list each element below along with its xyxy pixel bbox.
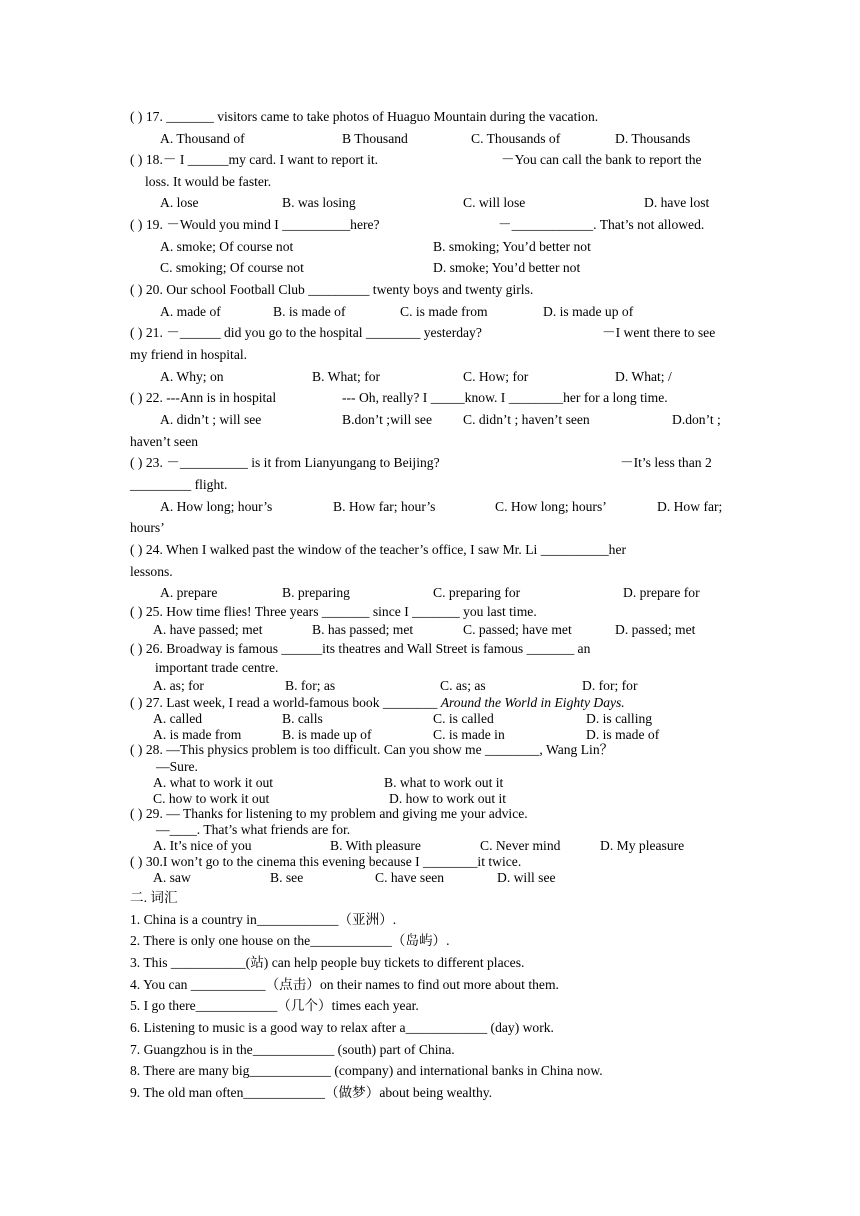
q29-option-a: A. It’s nice of you — [153, 838, 252, 853]
q18-option-d: D. have lost — [644, 195, 710, 210]
vocab-item: 8. There are many big____________ (company) and international banks in China now. — [130, 1063, 603, 1078]
q23-stem-cont: _________ flight. — [130, 477, 228, 492]
q23-stem-response: －It’s less than 2 — [620, 455, 712, 470]
q25-option-a: A. have passed; met — [153, 622, 263, 637]
q18-stem: ( ) 18.－ I ______my card. I want to report it. — [130, 152, 379, 167]
vocab-item: 9. The old man often____________（做梦）about being wealthy. — [130, 1085, 493, 1100]
q27-option-c: C. is called — [433, 711, 494, 726]
q18-stem-cont: loss. It would be faster. — [145, 174, 272, 189]
q22-stem: ( ) 22. ---Ann is in hospital — [130, 390, 277, 405]
q30-option-d: D. will see — [497, 870, 556, 885]
q19-option-a: A. smoke; Of course not — [160, 239, 294, 254]
q30-stem: ( ) 30.I won’t go to the cinema this evening because I ________it twice. — [130, 854, 522, 869]
q25-stem: ( ) 25. How time flies! Three years _______ since I _______ you last time. — [130, 604, 537, 619]
q20-stem: ( ) 20. Our school Football Club _________ twenty boys and twenty girls. — [130, 282, 534, 297]
q22-stem-response: --- Oh, really? I _____know. I ________her for a long time. — [342, 390, 668, 405]
q17-option-c: C. Thousands of — [471, 131, 561, 146]
q26-stem-cont: important trade centre. — [155, 660, 279, 675]
q21-stem: ( ) 21. －______ did you go to the hospital ________ yesterday? — [130, 325, 482, 340]
q28-stem-response: —Sure. — [156, 759, 198, 774]
vocab-item: 1. China is a country in____________（亚洲）. — [130, 912, 397, 927]
vocab-item: 3. This ___________(站) can help people buy tickets to different places. — [130, 955, 525, 970]
q28-option-c: C. how to work it out — [153, 791, 270, 806]
q20-option-c: C. is made from — [400, 304, 488, 319]
q20-option-d: D. is made up of — [543, 304, 634, 319]
q19-option-c: C. smoking; Of course not — [160, 260, 304, 275]
q30-option-b: B. see — [270, 870, 304, 885]
vocab-item: 6. Listening to music is a good way to relax after a____________ (day) work. — [130, 1020, 554, 1035]
q22-option-c: C. didn’t ; haven’t seen — [463, 412, 590, 427]
q28-option-d: D. how to work out it — [389, 791, 507, 806]
vocab-item: 4. You can ___________（点击）on their names to find out more about them. — [130, 977, 559, 992]
q17-option-b: B Thousand — [342, 131, 408, 146]
q23-option-b: B. How far; hour’s — [333, 499, 436, 514]
q27-option-d: D. is calling — [586, 711, 653, 726]
q17-stem: ( ) 17. _______ visitors came to take photos of Huaguo Mountain during the vacation. — [130, 109, 599, 124]
q19-option-b: B. smoking; You’d better not — [433, 239, 591, 254]
q28-option-b: B. what to work out it — [384, 775, 504, 790]
q28-option-a: A. what to work it out — [153, 775, 274, 790]
q19-option-d: D. smoke; You’d better not — [433, 260, 581, 275]
q19-stem: ( ) 19. －Would you mind I __________here? — [130, 217, 380, 232]
q24-stem: ( ) 24. When I walked past the window of the teacher’s office, I saw Mr. Li __________her — [130, 542, 627, 557]
q21-option-c: C. How; for — [463, 369, 529, 384]
q27-extra-option-c: C. is made in — [433, 727, 505, 742]
q26-stem: ( ) 26. Broadway is famous ______its theatres and Wall Street is famous _______ an — [130, 641, 591, 656]
q27-option-b: B. calls — [282, 711, 323, 726]
q26-option-b: B. for; as — [285, 678, 336, 693]
q17-option-a: A. Thousand of — [160, 131, 245, 146]
q21-stem-response: －I went there to see — [602, 325, 716, 340]
q21-option-d: D. What; / — [615, 369, 672, 384]
q29-option-d: D. My pleasure — [600, 838, 685, 853]
q27-extra-option-a: A. is made from — [153, 727, 242, 742]
q20-option-b: B. is made of — [273, 304, 346, 319]
q26-option-c: C. as; as — [440, 678, 486, 693]
q27-extra-option-b: B. is made up of — [282, 727, 372, 742]
q30-option-a: A. saw — [153, 870, 191, 885]
q22-option-d-cont: haven’t seen — [130, 434, 199, 449]
q18-option-b: B. was losing — [282, 195, 356, 210]
q29-option-c: C. Never mind — [480, 838, 561, 853]
q21-option-a: A. Why; on — [160, 369, 224, 384]
q24-option-a: A. prepare — [160, 585, 218, 600]
q26-option-a: A. as; for — [153, 678, 204, 693]
q25-option-c: C. passed; have met — [463, 622, 572, 637]
q27-extra-option-d: D. is made of — [586, 727, 660, 742]
q22-option-d: D.don’t ; — [672, 412, 721, 427]
q18-option-a: A. lose — [160, 195, 199, 210]
q24-option-b: B. preparing — [282, 585, 350, 600]
q18-stem-response: －You can call the bank to report the — [501, 152, 702, 167]
q23-option-a: A. How long; hour’s — [160, 499, 273, 514]
q30-option-c: C. have seen — [375, 870, 445, 885]
q27-book-title: Around the World in Eighty Days. — [440, 695, 625, 710]
q22-option-b: B.don’t ;will see — [342, 412, 432, 427]
q29-stem-response: —____. That’s what friends are for. — [156, 822, 351, 837]
q27-option-a: A. called — [153, 711, 203, 726]
q23-stem: ( ) 23. －__________ is it from Lianyungang to Beijing? — [130, 455, 440, 470]
q29-option-b: B. With pleasure — [330, 838, 421, 853]
q21-stem-cont: my friend in hospital. — [130, 347, 248, 362]
q26-option-d: D. for; for — [582, 678, 638, 693]
vocab-item: 7. Guangzhou is in the____________ (south) part of China. — [130, 1042, 455, 1057]
q19-stem-response: －____________. That’s not allowed. — [498, 217, 705, 232]
q18-option-c: C. will lose — [463, 195, 526, 210]
section-heading: 二. 词汇 — [130, 890, 178, 905]
q22-option-a: A. didn’t ; will see — [160, 412, 262, 427]
vocab-item: 2. There is only one house on the____________（岛屿）. — [130, 933, 450, 948]
q27-stem — [130, 695, 625, 711]
vocab-item: 5. I go there____________（几个）times each year. — [130, 998, 419, 1013]
q23-option-d-cont: hours’ — [130, 520, 165, 535]
q24-option-c: C. preparing for — [433, 585, 521, 600]
q28-stem: ( ) 28. —This physics problem is too difficult. Can you show me ________, Wang Lin？ — [130, 742, 614, 757]
q23-option-c: C. How long; hours’ — [495, 499, 607, 514]
q24-stem-cont: lessons. — [130, 564, 173, 579]
q20-option-a: A. made of — [160, 304, 221, 319]
q17-option-d: D. Thousands — [615, 131, 691, 146]
q21-option-b: B. What; for — [312, 369, 381, 384]
q29-stem: ( ) 29. — Thanks for listening to my problem and giving me your advice. — [130, 806, 528, 821]
q25-option-b: B. has passed; met — [312, 622, 414, 637]
q23-option-d: D. How far; — [657, 499, 723, 514]
q24-option-d: D. prepare for — [623, 585, 700, 600]
q27-stem-text: ( ) 27. Last week, I read a world-famous book ________ — [130, 695, 438, 710]
q25-option-d: D. passed; met — [615, 622, 696, 637]
